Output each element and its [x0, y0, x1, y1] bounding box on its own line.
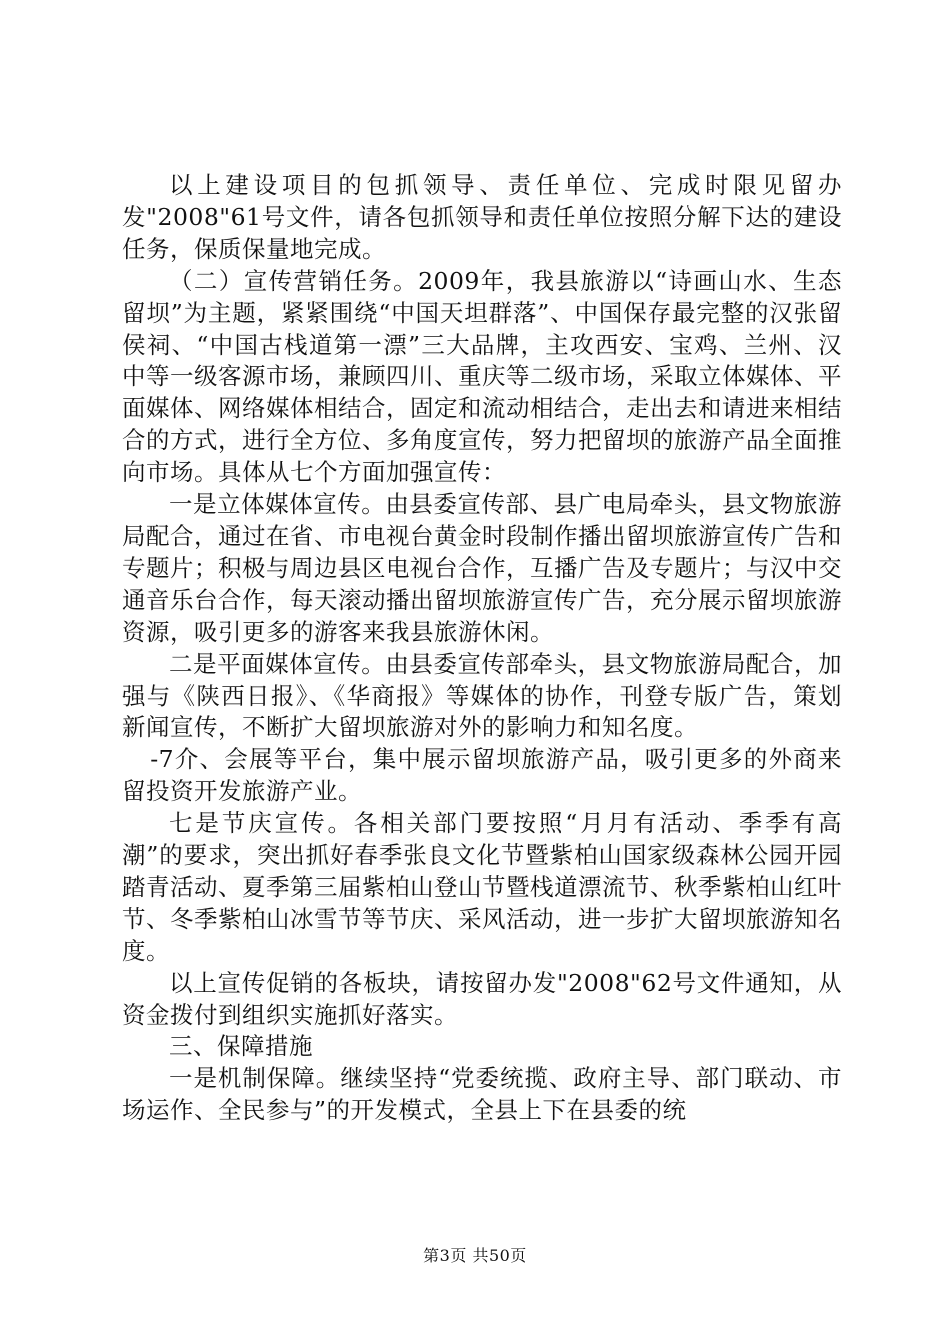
- paragraph-mechanism-guarantee: 一是机制保障。继续坚持“党委统揽、政府主导、部门联动、市场运作、全民参与”的开发模式，全县上下在县委的统: [122, 1064, 842, 1125]
- paragraph-project-leaders: 以上建设项目的包抓领导、责任单位、完成时限见留办发"2008"61号文件，请各包抓领导和责任单位按照分解下达的建设任务，保质保量地完成。: [122, 171, 842, 263]
- paragraph-broadcast-media: 一是立体媒体宣传。由县委宣传部、县广电局牵头，县文物旅游局配合，通过在省、市电视台黄金时段制作播出留坝旅游宣传广告和专题片；积极与周边县区电视台合作，互播广告及专题片；与汉中交通音乐台合作，每天滚动播出留坝旅游宣传广告，充分展示留坝旅游资源，吸引更多的游客来我县旅游休闲。: [122, 490, 842, 646]
- paragraph-print-media: 二是平面媒体宣传。由县委宣传部牵头，县文物旅游局配合，加强与《陕西日报》、《华商报》等媒体的协作，刊登专版广告，策划新闻宣传，不断扩大留坝旅游对外的影响力和知名度。: [122, 649, 842, 742]
- paragraph-festival-promotion: 七是节庆宣传。各相关部门要按照“月月有活动、季季有高潮”的要求，突出抓好春季张良文化节暨紫柏山国家级森林公园开园踏青活动、夏季第三届紫柏山登山节暨栈道漂流节、秋季紫柏山红叶节、冬季紫柏山冰雪节等节庆、采风活动，进一步扩大留坝旅游知名度。: [122, 809, 842, 965]
- paragraph-marketing-tasks: （二）宣传营销任务。2009年，我县旅游以“诗画山水、生态留坝”为主题，紧紧围绕“中国天坦群落”、中国保存最完整的汉张留侯祠、“中国古栈道第一漂”三大品牌，主攻西安、宝鸡、兰州、汉中等一级客源市场，兼顾四川、重庆等二级市场，采取立体媒体、平面媒体、网络媒体相结合，固定和流动相结合，走出去和请进来相结合的方式，进行全方位、多角度宣传，努力把留坝的旅游产品全面推向市场。具体从七个方面加强宣传：: [122, 266, 842, 487]
- body-text: [122, 170, 842, 1127]
- paragraph-exhibition-fragment: -7介、会展等平台，集中展示留坝旅游产品，吸引更多的外商来留投资开发旅游产业。: [122, 745, 842, 806]
- page-footer: 第3页 共50页: [423, 1246, 527, 1265]
- paragraph-funding-note: 以上宣传促销的各板块，请按留办发"2008"62号文件通知，从资金拨付到组织实施抓好落实。: [122, 968, 842, 1029]
- section-heading-safeguards: 三、保障措施: [169, 1032, 313, 1061]
